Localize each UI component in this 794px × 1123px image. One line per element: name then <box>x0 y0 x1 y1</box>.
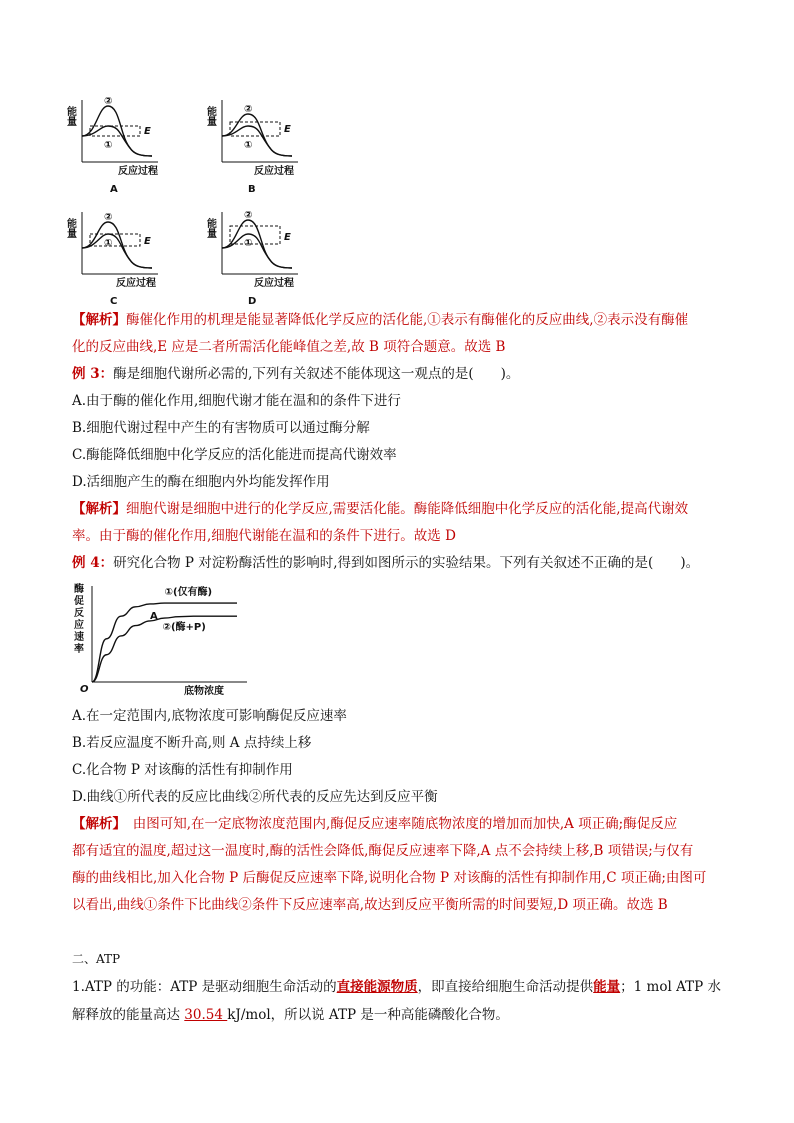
series-1-label: ①(仅有酶) <box>164 587 213 599</box>
analysis-tag: 【解析】 <box>72 816 120 832</box>
y-axis-label <box>74 582 84 655</box>
e-label: E <box>284 232 291 243</box>
question-text: 研究化合物 P 对淀粉酶活性的影响时,得到如图所示的实验结果。下列有关叙述不正确的是( )。 <box>113 555 700 571</box>
y-axis-label-char: 反 <box>74 608 84 619</box>
section2-line2 <box>72 1006 509 1024</box>
fill-blank-1: 直接能源物质 <box>336 979 418 995</box>
example4-analysis-line2: 都有适宜的温度,超过这一温度时,酶的活性会降低,酶促反应速率下降,A 点不会持续上移,B 项错误;与仅有 <box>72 843 694 859</box>
curve-1-label: ① <box>244 238 253 249</box>
panel-label-c: C <box>110 296 118 307</box>
fill-blank-3: 30.54 <box>184 1007 228 1023</box>
y-axis-label-char: 速 <box>74 632 84 643</box>
enzyme-rate-chart <box>72 580 252 700</box>
example3-option-d: D.活细胞产生的酶在细胞内外均能发挥作用 <box>72 474 330 490</box>
y-axis-label-char: 应 <box>74 620 84 631</box>
e-label: E <box>284 124 291 135</box>
x-axis-label: 反应过程 <box>116 278 156 289</box>
x-axis-label: 反应过程 <box>254 166 294 177</box>
series-2-label: ②(酶+P) <box>162 622 206 634</box>
y-axis-label-1: 能量 <box>64 106 76 126</box>
curve-2-label: ② <box>104 96 113 107</box>
example3-option-b: B.细胞代谢过程中产生的有害物质可以通过酶分解 <box>72 420 370 436</box>
text: ，即直接给细胞生命活动提供 <box>417 979 594 995</box>
energy-diagram-c <box>65 212 159 307</box>
series-line-1 <box>92 603 237 682</box>
example3-question <box>72 365 519 383</box>
example4-analysis-line1 <box>72 815 677 833</box>
e-label: E <box>144 236 151 247</box>
example4-analysis-line3: 酶的曲线相比,加入化合物 P 后酶促反应速率下降,说明化合物 P 对该酶的活性有抑制作用,C 项正确;由图可 <box>72 870 707 886</box>
curve-2-label: ② <box>244 104 253 115</box>
example4-option-b: B.若反应温度不断升高,则 A 点持续上移 <box>72 735 312 751</box>
example4-option-c: C.化合物 P 对该酶的活性有抑制作用 <box>72 762 293 778</box>
section2-line1 <box>72 978 721 996</box>
curve-1-label: ① <box>104 140 113 151</box>
x-axis-label: 底物浓度 <box>184 686 224 697</box>
curve-1-label: ① <box>244 140 253 151</box>
text: ；1 mol ATP 水 <box>620 979 721 995</box>
y-axis-label-3: 能量 <box>64 218 76 238</box>
panel-label-b: B <box>248 184 256 195</box>
text: 1.ATP 的功能：ATP 是驱动细胞生命活动的 <box>72 979 337 995</box>
analysis-tag: 【解析】 <box>72 501 126 517</box>
text: 解释放的能量高达 <box>72 1007 185 1023</box>
x-axis-label: 反应过程 <box>254 278 294 289</box>
analysis2-line1 <box>72 311 688 329</box>
analysis-tag: 【解析】 <box>72 312 126 328</box>
x-axis-label: 反应过程 <box>118 166 158 177</box>
analysis2-line2: 化的反应曲线,E 应是二者所需活化能峰值之差,故 B 项符合题意。故选 B <box>72 339 506 355</box>
y-axis-label-4: 能量 <box>204 218 216 238</box>
example3-option-a: A.由于酶的催化作用,细胞代谢才能在温和的条件下进行 <box>72 393 401 409</box>
example4-analysis-line4: 以看出,曲线①条件下比曲线②条件下反应速率高,故达到反应平衡所需的时间要短,D 项正确。故选 B <box>72 897 668 913</box>
question-text: 酶是细胞代谢所必需的,下列有关叙述不能体现这一观点的是( )。 <box>113 366 520 382</box>
fill-blank-2: 能量 <box>593 979 621 995</box>
text: kJ/mol，所以说 ATP 是一种高能磷酸化合物。 <box>227 1007 509 1023</box>
energy-diagram-d <box>205 210 299 307</box>
y-axis-label-char: 促 <box>74 596 84 607</box>
example4-option-a: A.在一定范围内,底物浓度可影响酶促反应速率 <box>72 708 347 724</box>
origin-label: O <box>80 684 89 695</box>
example-label: 例 4： <box>72 555 114 571</box>
panel-label-a: A <box>110 184 118 195</box>
example3-analysis-line1 <box>72 500 688 518</box>
section2-title: 二、ATP <box>72 952 121 966</box>
example4-question <box>72 554 699 572</box>
energy-diagrams <box>64 92 328 312</box>
energy-diagram-a <box>65 96 159 195</box>
example4-option-d: D.曲线①所代表的反应比曲线②所代表的反应先达到反应平衡 <box>72 789 438 805</box>
point-a-label: A <box>150 610 158 622</box>
analysis-text: 细胞代谢是细胞中进行的化学反应,需要活化能。酶能降低细胞中化学反应的活化能,提高代谢效 <box>126 501 689 517</box>
example3-analysis-line2: 率。由于酶的催化作用,细胞代谢能在温和的条件下进行。故选 D <box>72 528 456 544</box>
y-axis-label-char: 率 <box>74 644 84 655</box>
panel-label-d: D <box>248 296 257 307</box>
energy-diagram-b <box>205 100 299 195</box>
curve-2-label: ② <box>104 212 113 223</box>
y-axis-label-char: 酶 <box>74 584 84 595</box>
analysis-text: 由图可知,在一定底物浓度范围内,酶促反应速率随底物浓度的增加而加快,A 项正确;酶促反应 <box>119 816 678 832</box>
curve-1-label: ① <box>104 238 113 249</box>
y-axis-label-2: 能量 <box>204 106 216 126</box>
curve-2-label: ② <box>244 210 253 221</box>
example3-option-c: C.酶能降低细胞中化学反应的活化能进而提高代谢效率 <box>72 447 397 463</box>
example-label: 例 3： <box>72 366 114 382</box>
e-label: E <box>144 126 151 137</box>
analysis-text: 酶催化作用的机理是能显著降低化学反应的活化能,①表示有酶催化的反应曲线,②表示没有酶催 <box>126 312 689 328</box>
